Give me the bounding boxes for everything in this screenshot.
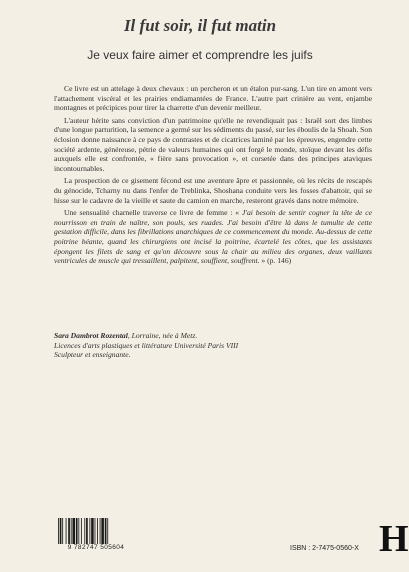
blurb-paragraph-1: Ce livre est un attelage à deux chevaux : un percheron et un étalon pur-sang. L'un tire en amont vers l'attachement viscéral et les prairies endiamantées de France. L'autre part crinière au vent, enjambe montagnes et précipices pour tirer la charrette d'un devenir meilleur. [54,84,372,113]
book-subtitle: Je veux faire aimer et comprendre les juifs [87,48,313,62]
quote-intro: Une sensualité charnelle traverse ce livre de femme : « [64,208,240,218]
barcode-number: 9 782747 505604 [56,544,136,551]
blurb-paragraph-4 [54,208,372,266]
book-title: Il fut soir, il fut matin [123,16,277,35]
publisher-logo: H [379,518,409,560]
author-line-2: Licences d'arts plastiques et littérature Université Paris VIII [54,340,239,350]
blurb-paragraph-2: L'auteur hérite sans conviction d'un patrimoine qu'elle ne revendiquait pas : Israël sort des limbes d'une longue parturition, la semence a germé sur les sédiments du passé, sur les éboulis de la Shoah. Son éclosion donne naissance à ce pays de contrastes et de cicatrices laminé par les épreuves, engendre cette société ardente, généreuse, pétrie de valeurs humaines qui ont forgé le monde, stoïque devant les défis auxquels elle est confrontée, « fière sans provocation », et corsetée dans des principes ataviques incontournables. [54,115,372,173]
isbn-text: ISBN : 2-7475-0560-X [290,545,359,552]
author-bio [54,331,372,360]
author-name: Sara Dambrot Rozental [54,331,128,340]
author-line-1 [54,331,372,341]
quote-citation: » (p. 146) [261,256,292,266]
blurb-text [54,84,372,269]
barcode-icon [56,518,136,558]
quote-text: J'ai besoin de sentir cogner la tête de ce nourrisson en train de naître, son pouls, ses ruades. J'ai besoin d'être là dans le tumulte de cette gestation difficile, dans les fibrillations anarchiques de ce commencement du monde. Au-dessus de cette poitrine béante, quand les chirurgiens ont incisé la poitrine, écartelé les côtes, que les assistants épongent les filets de sang et qu'on découvre sous la chair au milieu des organes, deux vaillants ventricules de muscle qui tressaillent, palpitent, souffient, souffrent. [54,208,372,266]
blurb-paragraph-3: La prospection de ce gisement fécond est une aventure âpre et passionnée, où les récits de rescapés du génocide, Tcharny nu dans l'enfer de Treblinka, Shoshana conduite vers les fosses d'abattoir, qui se hisse sur le cadavre de la vieille et saute du camion en marche, resteront gravés dans notre mémoire. [54,176,372,205]
author-line-3: Sculpteur et enseignante. [54,350,131,360]
author-origin: , Lorraine, née à Metz. [127,331,198,340]
